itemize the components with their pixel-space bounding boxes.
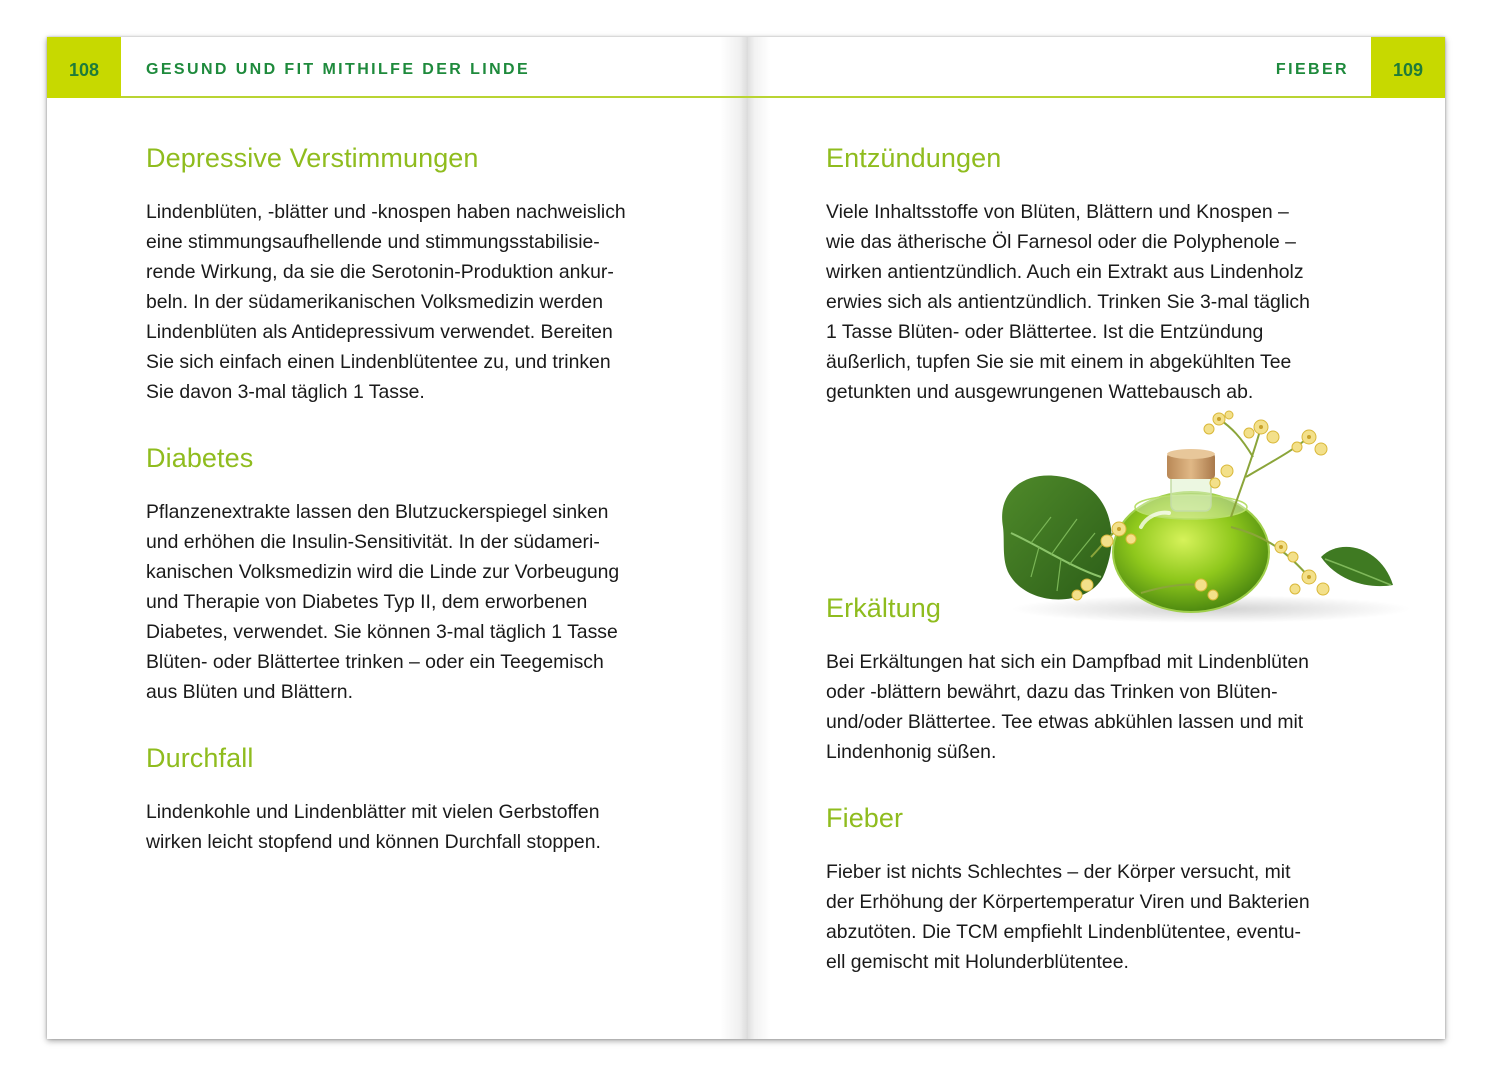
section-heading: Erkältung bbox=[826, 593, 941, 623]
text-line: abzutöten. Die TCM empfiehlt Lindenblütentee, eventu- bbox=[826, 921, 1302, 943]
text-line: rende Wirkung, da sie die Serotonin-Produktion ankur- bbox=[146, 261, 614, 283]
section-text bbox=[826, 857, 1366, 977]
running-head: GESUND UND FIT MITHILFE DER LINDE bbox=[146, 61, 531, 78]
running-head: FIEBER bbox=[1275, 61, 1349, 78]
text-line: Diabetes, verwendet. Sie können 3-mal täglich 1 Tasse bbox=[146, 621, 618, 643]
page-number: 109 bbox=[1371, 37, 1445, 98]
text-line: der Erhöhung der Körpertemperatur Viren und Bakterien bbox=[826, 891, 1310, 913]
section-text bbox=[146, 797, 686, 857]
section-heading: Depressive Verstimmungen bbox=[146, 143, 479, 173]
page-number: 108 bbox=[47, 37, 121, 98]
text-line: äußerlich, tupfen Sie sie mit einem in abgekühlten Tee bbox=[826, 351, 1292, 373]
section-durchfall bbox=[146, 743, 686, 857]
section-heading: Durchfall bbox=[146, 743, 254, 773]
section-erkaeltung bbox=[826, 593, 1366, 767]
section-depressive-verstimmungen bbox=[146, 143, 686, 407]
text-line: Lindenhonig süßen. bbox=[826, 741, 997, 763]
gutter-shadow bbox=[720, 37, 748, 1039]
book-spread bbox=[47, 37, 1445, 1039]
right-page bbox=[748, 37, 1445, 1039]
text-line: beln. In der südamerikanischen Volksmedizin werden bbox=[146, 291, 604, 313]
text-line: getunkten und ausgewrungenen Wattebausch ab. bbox=[826, 381, 1254, 403]
text-line: kanischen Volksmedizin wird die Linde zur Vorbeugung bbox=[146, 561, 620, 583]
text-line: oder -blättern bewährt, dazu das Trinken von Blüten- bbox=[826, 681, 1278, 703]
section-fieber bbox=[826, 803, 1366, 977]
header-rule bbox=[121, 96, 748, 98]
section-text bbox=[826, 647, 1366, 767]
text-line: und/oder Blättertee. Tee etwas abkühlen lassen und mit bbox=[826, 711, 1304, 733]
text-line: Viele Inhaltsstoffe von Blüten, Blättern und Knospen – bbox=[826, 201, 1289, 223]
text-line: Bei Erkältungen hat sich ein Dampfbad mit Lindenblüten bbox=[826, 651, 1309, 673]
section-heading: Fieber bbox=[826, 803, 904, 833]
section-heading: Diabetes bbox=[146, 443, 254, 473]
text-line: wie das ätherische Öl Farnesol oder die Polyphenole – bbox=[826, 231, 1296, 253]
text-line: Sie davon 3-mal täglich 1 Tasse. bbox=[146, 381, 425, 403]
section-text bbox=[146, 497, 686, 707]
text-line: erwies sich als antientzündlich. Trinken Sie 3-mal täglich bbox=[826, 291, 1310, 313]
text-line: Lindenkohle und Lindenblätter mit vielen Gerbstoffen bbox=[146, 801, 600, 823]
leaf-icon bbox=[1321, 547, 1393, 586]
text-line: und erhöhen die Insulin-Sensitivität. In der südameri- bbox=[146, 531, 600, 553]
section-text bbox=[146, 197, 686, 407]
text-line: Lindenblüten als Antidepressivum verwendet. Bereiten bbox=[146, 321, 613, 343]
text-line: aus Blüten und Blättern. bbox=[146, 681, 353, 703]
text-line: Fieber ist nichts Schlechtes – der Körper versucht, mit bbox=[826, 861, 1291, 883]
text-line: Blüten- oder Blättertee trinken – oder ein Teegemisch bbox=[146, 651, 604, 673]
header-rule bbox=[748, 96, 1371, 98]
text-line: ell gemischt mit Holunderblütentee. bbox=[826, 951, 1129, 973]
text-line: wirken leicht stopfend und können Durchfall stoppen. bbox=[146, 831, 601, 853]
section-entzuendungen bbox=[826, 143, 1366, 407]
gutter-shadow bbox=[748, 37, 770, 1039]
text-line: und Therapie von Diabetes Typ II, dem erworbenen bbox=[146, 591, 588, 613]
text-line: Pflanzenextrakte lassen den Blutzuckerspiegel sinken bbox=[146, 501, 609, 523]
text-line: 1 Tasse Blüten- oder Blättertee. Ist die Entzündung bbox=[826, 321, 1264, 343]
section-heading: Entzündungen bbox=[826, 143, 1002, 173]
text-line: eine stimmungsaufhellende und stimmungsstabilisie- bbox=[146, 231, 600, 253]
text-line: Sie sich einfach einen Lindenblütentee zu, und trinken bbox=[146, 351, 611, 373]
section-diabetes bbox=[146, 443, 686, 707]
left-page bbox=[47, 37, 748, 1039]
leaf-icon bbox=[1002, 476, 1112, 600]
text-line: wirken antientzündlich. Auch ein Extrakt aus Lindenholz bbox=[826, 261, 1304, 283]
text-line: Lindenblüten, -blätter und -knospen haben nachweislich bbox=[146, 201, 626, 223]
section-text bbox=[826, 197, 1366, 407]
